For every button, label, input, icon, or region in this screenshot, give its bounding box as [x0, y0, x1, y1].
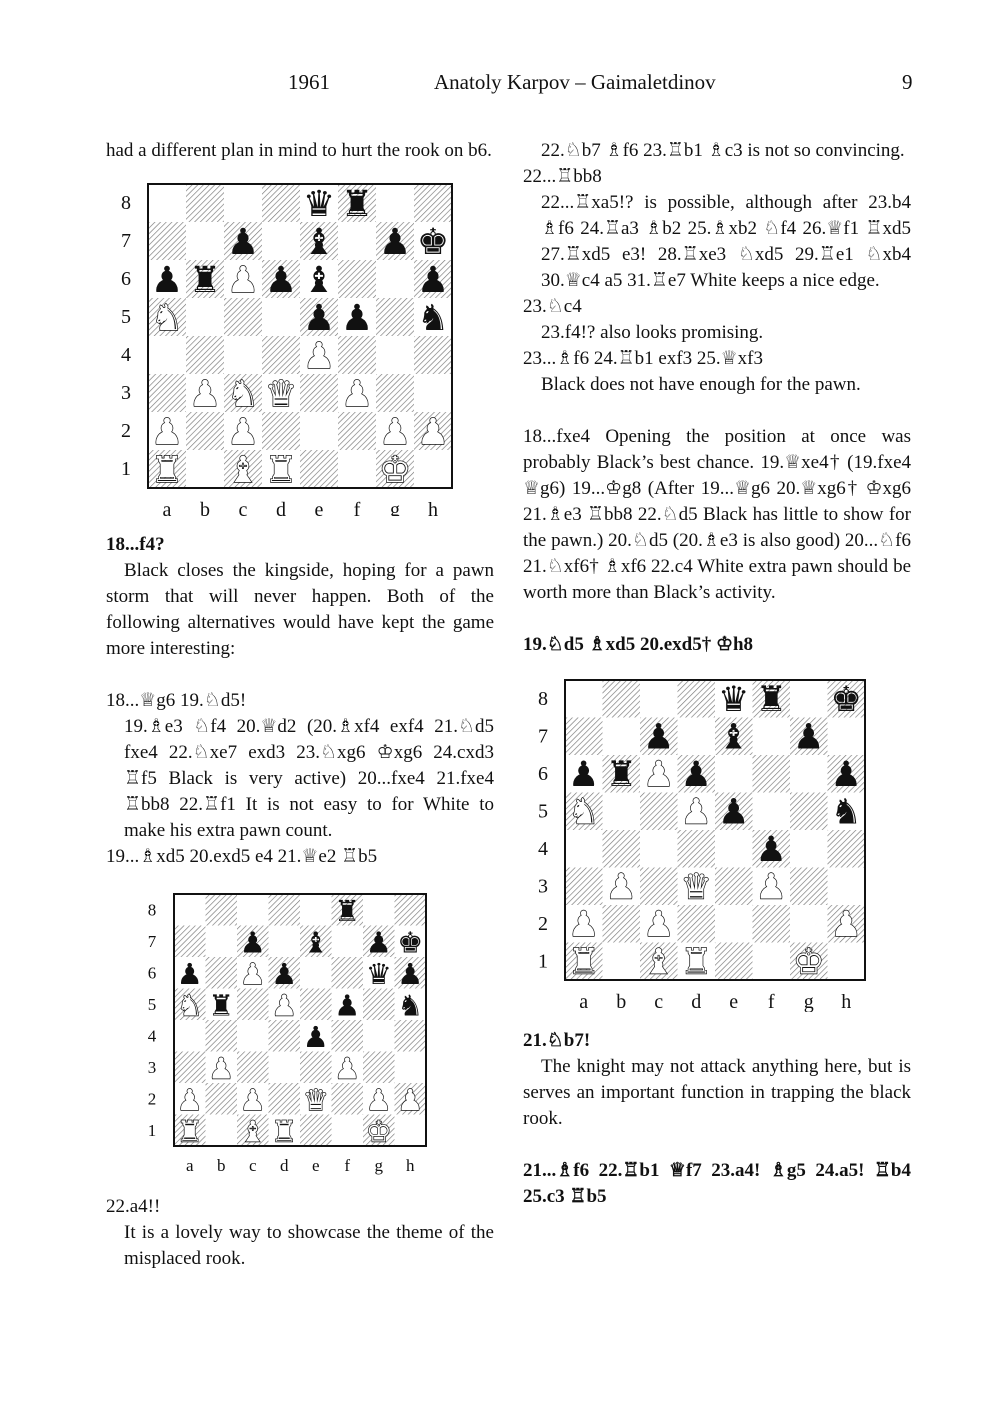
page-header	[0, 70, 1000, 98]
white-rook-icon: ♜	[271, 1114, 298, 1149]
white-queen-icon: ♛	[302, 1082, 329, 1117]
white-pawn-icon: ♟	[176, 1082, 203, 1117]
square-d4	[262, 336, 300, 374]
square-h4	[414, 336, 452, 374]
move-heading: 21...♗f6 22.♖b1 ♕f7 23.a4! ♗g5 24.a5! ♖b4 25.c3 ♖b5	[523, 1160, 911, 1207]
white-pawn-icon: ♟	[830, 905, 862, 946]
rank-label: 1	[538, 950, 548, 973]
black-queen-icon: ♛	[302, 183, 336, 225]
white-pawn-icon: ♟	[568, 905, 600, 946]
square-b8	[186, 184, 224, 222]
black-rook-icon: ♜	[340, 183, 374, 225]
rank-label: 2	[121, 420, 131, 442]
square-g4	[790, 830, 828, 868]
white-pawn-icon: ♟	[365, 1082, 392, 1117]
square-c4	[224, 336, 262, 374]
square-d3	[269, 1052, 301, 1084]
paragraph: 23.f4!? also looks promising.	[541, 322, 764, 343]
black-queen-icon: ♛	[365, 956, 392, 991]
square-e3	[300, 374, 338, 412]
square-g4	[363, 1020, 395, 1052]
square-h3	[414, 374, 452, 412]
paragraph: 18...fxe4 Opening the position at once was probably Black’s best chance. 19.♕xe4† (19.fxe4 ♕g6) 19...♔g8 (After 19...♕g6 20.♕xg6† ♔xg6 21.♗e3 ♖bb8 22.♘d5 Black has little to show for the pawn.) 20.♘d5 (20.♗e3 is also good) 20...♘f6 21.♘xf6† ♗xf6 22.c4 White extra pawn should be worth more than Black’s activity.	[523, 426, 911, 603]
white-pawn-icon: ♟	[643, 905, 675, 946]
square-e6	[715, 755, 753, 793]
black-pawn-icon: ♟	[271, 956, 298, 991]
square-c8	[640, 680, 678, 718]
square-f7	[753, 718, 791, 756]
square-g6	[790, 755, 828, 793]
white-pawn-icon: ♟	[226, 259, 260, 301]
file-label: b	[217, 1156, 226, 1175]
rank-label: 8	[147, 900, 157, 920]
square-f1	[753, 943, 791, 981]
square-f4	[332, 1020, 364, 1052]
file-label: b	[616, 991, 627, 1012]
file-label: d	[691, 991, 702, 1012]
square-g3	[376, 374, 414, 412]
square-a8	[148, 184, 186, 222]
square-e8	[300, 894, 332, 926]
paragraph: It is a lovely way to showcase the theme of the misplaced rook.	[124, 1222, 494, 1269]
square-b4	[186, 336, 224, 374]
black-queen-icon: ♛	[718, 680, 750, 721]
paragraph: Black closes the kingside, hoping for a pawn storm that will never happen. Both of the following alternatives would have kept the game more interesting:	[106, 560, 494, 659]
square-a7	[174, 926, 206, 958]
square-g5	[376, 298, 414, 336]
black-pawn-icon: ♟	[718, 792, 750, 833]
square-g2	[790, 905, 828, 943]
square-a7	[148, 222, 186, 260]
chessboard	[523, 676, 911, 1012]
square-b2	[186, 412, 224, 450]
square-d7	[269, 926, 301, 958]
rank-label: 8	[538, 687, 548, 710]
rank-label: 3	[121, 382, 131, 404]
rank-label: 7	[121, 230, 131, 252]
square-d8	[269, 894, 301, 926]
file-label: b	[200, 499, 210, 516]
white-rook-icon: ♜	[264, 449, 298, 491]
file-label: g	[803, 991, 814, 1012]
square-g4	[376, 336, 414, 374]
square-f2	[332, 1083, 364, 1115]
rank-label: 1	[121, 458, 131, 480]
square-b2	[206, 1083, 238, 1115]
square-d4	[269, 1020, 301, 1052]
square-b2	[603, 905, 641, 943]
black-pawn-icon: ♟	[568, 755, 600, 796]
rank-label: 6	[147, 963, 157, 983]
file-label: d	[280, 1156, 289, 1175]
square-e2	[300, 412, 338, 450]
square-e6	[300, 957, 332, 989]
square-e5	[300, 989, 332, 1021]
white-pawn-icon: ♟	[755, 867, 787, 908]
white-pawn-icon: ♟	[239, 1082, 266, 1117]
square-c8	[224, 184, 262, 222]
square-b1	[603, 943, 641, 981]
square-c4	[640, 830, 678, 868]
white-rook-icon: ♜	[680, 942, 712, 983]
black-rook-icon: ♜	[208, 988, 235, 1023]
paragraph: 22...♖xa5!? is possible, although after 23.b4 ♗f6 24.♖a3 ♗b2 25.♗xb2 ♘f4 26.♕f1 ♖xd5 27.♖xd5 e3! 28.♖xe3 ♘xd5 29.♖e1 ♘xb4 30.♕c4 a5 31.♖e7 White keeps a nice edge.	[541, 192, 911, 291]
black-rook-icon: ♜	[188, 259, 222, 301]
file-label: g	[374, 1156, 383, 1175]
square-f2	[338, 412, 376, 450]
square-e4	[715, 830, 753, 868]
file-label: e	[729, 991, 739, 1012]
square-g5	[790, 793, 828, 831]
square-b4	[206, 1020, 238, 1052]
square-h7	[828, 718, 866, 756]
chessboard	[106, 180, 494, 516]
white-pawn-icon: ♟	[340, 373, 374, 415]
square-f6	[753, 755, 791, 793]
rank-label: 3	[147, 1057, 157, 1077]
square-h1	[395, 1115, 427, 1147]
file-label: f	[344, 1156, 351, 1175]
square-f1	[338, 450, 376, 488]
white-pawn-icon: ♟	[239, 956, 266, 991]
chess-diagram-1	[106, 180, 494, 524]
square-h1	[414, 450, 452, 488]
file-label: h	[428, 499, 438, 516]
file-label: f	[353, 499, 361, 516]
black-bishop-icon: ♝	[302, 259, 336, 301]
square-b8	[603, 680, 641, 718]
chessboard	[106, 890, 494, 1178]
square-d8	[678, 680, 716, 718]
square-f1	[332, 1115, 364, 1147]
black-pawn-icon: ♟	[830, 755, 862, 796]
white-knight-icon: ♞	[150, 297, 184, 339]
black-bishop-icon: ♝	[302, 221, 336, 263]
square-c5	[237, 989, 269, 1021]
square-g3	[363, 1052, 395, 1084]
chess-diagram-2	[106, 890, 494, 1186]
black-rook-icon: ♜	[334, 893, 361, 928]
square-b6	[206, 957, 238, 989]
black-rook-icon: ♜	[755, 680, 787, 721]
white-pawn-icon: ♟	[680, 792, 712, 833]
square-d5	[262, 298, 300, 336]
square-e1	[715, 943, 753, 981]
black-pawn-icon: ♟	[793, 717, 825, 758]
white-pawn-icon: ♟	[643, 755, 675, 796]
black-pawn-icon: ♟	[680, 755, 712, 796]
square-d2	[678, 905, 716, 943]
white-pawn-icon: ♟	[378, 411, 412, 453]
square-b1	[186, 450, 224, 488]
black-pawn-icon: ♟	[150, 259, 184, 301]
white-pawn-icon: ♟	[397, 1082, 424, 1117]
square-h4	[828, 830, 866, 868]
move-heading: 21.♘b7!	[523, 1030, 591, 1051]
white-rook-icon: ♜	[568, 942, 600, 983]
square-f2	[753, 905, 791, 943]
black-pawn-icon: ♟	[365, 925, 392, 960]
square-b5	[186, 298, 224, 336]
file-label: h	[406, 1156, 415, 1175]
white-pawn-icon: ♟	[271, 988, 298, 1023]
paragraph: The knight may not attack anything here, but is serves an important function in trapping the black rook.	[523, 1056, 911, 1129]
square-f6	[338, 260, 376, 298]
variation-line: 23...♗f6 24.♖b1 exf3 25.♕xf3	[523, 348, 764, 369]
white-knight-icon: ♞	[176, 988, 203, 1023]
paragraph: 22.♘b7 ♗f6 23.♖b1 ♗c3 is not so convincing.	[541, 140, 905, 161]
rank-label: 4	[538, 837, 548, 860]
rank-label: 4	[121, 344, 131, 366]
square-a3	[148, 374, 186, 412]
rank-label: 8	[121, 192, 131, 214]
page-number: 9	[902, 70, 913, 94]
square-b7	[186, 222, 224, 260]
variation-line: 23.♘c4	[523, 296, 582, 317]
white-pawn-icon: ♟	[188, 373, 222, 415]
variation-line: 19...♗xd5 20.exd5 e4 21.♕e2 ♖b5	[106, 846, 378, 867]
chess-diagram-3	[523, 676, 911, 1020]
white-king-icon: ♚	[378, 449, 412, 491]
move-heading: 18...f4?	[106, 534, 165, 555]
rank-label: 7	[147, 931, 157, 951]
square-d7	[262, 222, 300, 260]
square-g6	[376, 260, 414, 298]
file-label: a	[185, 1156, 194, 1175]
file-label: c	[248, 1156, 257, 1175]
square-h1	[828, 943, 866, 981]
move-heading: 19.♘d5 ♗xd5 20.exd5† ♔h8	[523, 634, 754, 655]
file-label: c	[654, 991, 664, 1012]
rank-label: 2	[147, 1089, 157, 1109]
square-e3	[715, 868, 753, 906]
header-year: 1961	[288, 70, 330, 94]
black-pawn-icon: ♟	[302, 297, 336, 339]
black-pawn-icon: ♟	[264, 259, 298, 301]
white-pawn-icon: ♟	[208, 1051, 235, 1086]
square-b5	[603, 793, 641, 831]
square-h8	[395, 894, 427, 926]
square-g5	[363, 989, 395, 1021]
square-a4	[148, 336, 186, 374]
paragraph: Black does not have enough for the pawn.	[541, 374, 861, 395]
white-bishop-icon: ♝	[643, 942, 675, 983]
file-label: f	[767, 991, 775, 1012]
white-pawn-icon: ♟	[150, 411, 184, 453]
white-rook-icon: ♜	[150, 449, 184, 491]
rank-label: 4	[147, 1026, 157, 1046]
square-c8	[237, 894, 269, 926]
paragraph: 19.♗e3 ♘f4 20.♕d2 (20.♗xf4 exf4 21.♘d5 fxe4 22.♘xe7 exd3 23.♘xg6 ♔xg6 24.cxd3 ♖f5 Black is very active) 20...fxe4 21.fxe4 ♖bb8 22.♖f1 It is not easy to for White to make his extra pawn count.	[124, 716, 494, 841]
black-bishop-icon: ♝	[302, 925, 329, 960]
rank-label: 5	[538, 800, 548, 823]
square-a3	[565, 868, 603, 906]
white-queen-icon: ♛	[264, 373, 298, 415]
black-pawn-icon: ♟	[755, 830, 787, 871]
black-pawn-icon: ♟	[397, 956, 424, 991]
square-e1	[300, 450, 338, 488]
square-c5	[224, 298, 262, 336]
right-column	[523, 138, 911, 1210]
black-knight-icon: ♞	[830, 792, 862, 833]
file-label: c	[238, 499, 248, 516]
square-c5	[640, 793, 678, 831]
square-h8	[414, 184, 452, 222]
square-b1	[206, 1115, 238, 1147]
square-f4	[338, 336, 376, 374]
square-g8	[376, 184, 414, 222]
black-pawn-icon: ♟	[643, 717, 675, 758]
white-rook-icon: ♜	[176, 1114, 203, 1149]
black-pawn-icon: ♟	[340, 297, 374, 339]
square-c3	[237, 1052, 269, 1084]
file-label: e	[311, 1156, 320, 1175]
square-h4	[395, 1020, 427, 1052]
white-pawn-icon: ♟	[226, 411, 260, 453]
square-a3	[174, 1052, 206, 1084]
rank-label: 6	[121, 268, 131, 290]
black-bishop-icon: ♝	[718, 717, 750, 758]
black-knight-icon: ♞	[416, 297, 450, 339]
white-king-icon: ♚	[793, 942, 825, 983]
white-queen-icon: ♛	[680, 867, 712, 908]
header-title: Anatoly Karpov – Gaimaletdinov	[434, 70, 716, 94]
square-f7	[338, 222, 376, 260]
square-b7	[206, 926, 238, 958]
square-d4	[678, 830, 716, 868]
left-column	[106, 138, 494, 1272]
square-f5	[753, 793, 791, 831]
square-d2	[262, 412, 300, 450]
square-c4	[237, 1020, 269, 1052]
variation-line: 18...♕g6 19.♘d5!	[106, 690, 247, 711]
rank-label: 3	[538, 875, 548, 898]
square-g3	[790, 868, 828, 906]
rank-label: 7	[538, 725, 548, 748]
paragraph: had a different plan in mind to hurt the rook on b6.	[106, 140, 492, 161]
black-king-icon: ♚	[397, 925, 424, 960]
file-label: g	[390, 499, 400, 516]
rank-label: 6	[538, 762, 548, 785]
square-a4	[565, 830, 603, 868]
square-a7	[565, 718, 603, 756]
square-h3	[395, 1052, 427, 1084]
white-king-icon: ♚	[365, 1114, 392, 1149]
square-g8	[790, 680, 828, 718]
white-bishop-icon: ♝	[226, 449, 260, 491]
square-h3	[828, 868, 866, 906]
square-e1	[300, 1115, 332, 1147]
black-king-icon: ♚	[416, 221, 450, 263]
square-b4	[603, 830, 641, 868]
square-c3	[640, 868, 678, 906]
rank-label: 2	[538, 912, 548, 935]
square-d7	[678, 718, 716, 756]
square-b7	[603, 718, 641, 756]
square-e3	[300, 1052, 332, 1084]
file-label: d	[276, 499, 286, 516]
square-b8	[206, 894, 238, 926]
black-king-icon: ♚	[830, 680, 862, 721]
black-pawn-icon: ♟	[416, 259, 450, 301]
file-label: e	[314, 499, 324, 516]
white-pawn-icon: ♟	[334, 1051, 361, 1086]
white-bishop-icon: ♝	[239, 1114, 266, 1149]
rank-label: 5	[147, 994, 157, 1014]
square-f7	[332, 926, 364, 958]
black-pawn-icon: ♟	[378, 221, 412, 263]
white-knight-icon: ♞	[226, 373, 260, 415]
square-a4	[174, 1020, 206, 1052]
black-pawn-icon: ♟	[176, 956, 203, 991]
square-f6	[332, 957, 364, 989]
square-g8	[363, 894, 395, 926]
file-label: a	[162, 499, 172, 516]
file-label: a	[579, 991, 589, 1012]
move-heading: 22.a4!!	[106, 1196, 161, 1217]
white-pawn-icon: ♟	[416, 411, 450, 453]
black-pawn-icon: ♟	[239, 925, 266, 960]
black-rook-icon: ♜	[605, 755, 637, 796]
black-knight-icon: ♞	[397, 988, 424, 1023]
file-label: h	[841, 991, 852, 1012]
black-pawn-icon: ♟	[226, 221, 260, 263]
square-e2	[715, 905, 753, 943]
rank-label: 1	[147, 1120, 157, 1140]
variation-line: 22...♖bb8	[523, 166, 602, 187]
square-a8	[565, 680, 603, 718]
white-knight-icon: ♞	[568, 792, 600, 833]
square-d2	[269, 1083, 301, 1115]
square-d8	[262, 184, 300, 222]
white-pawn-icon: ♟	[605, 867, 637, 908]
square-a8	[174, 894, 206, 926]
rank-label: 5	[121, 306, 131, 328]
black-pawn-icon: ♟	[302, 1019, 329, 1054]
black-pawn-icon: ♟	[334, 988, 361, 1023]
white-pawn-icon: ♟	[302, 335, 336, 377]
